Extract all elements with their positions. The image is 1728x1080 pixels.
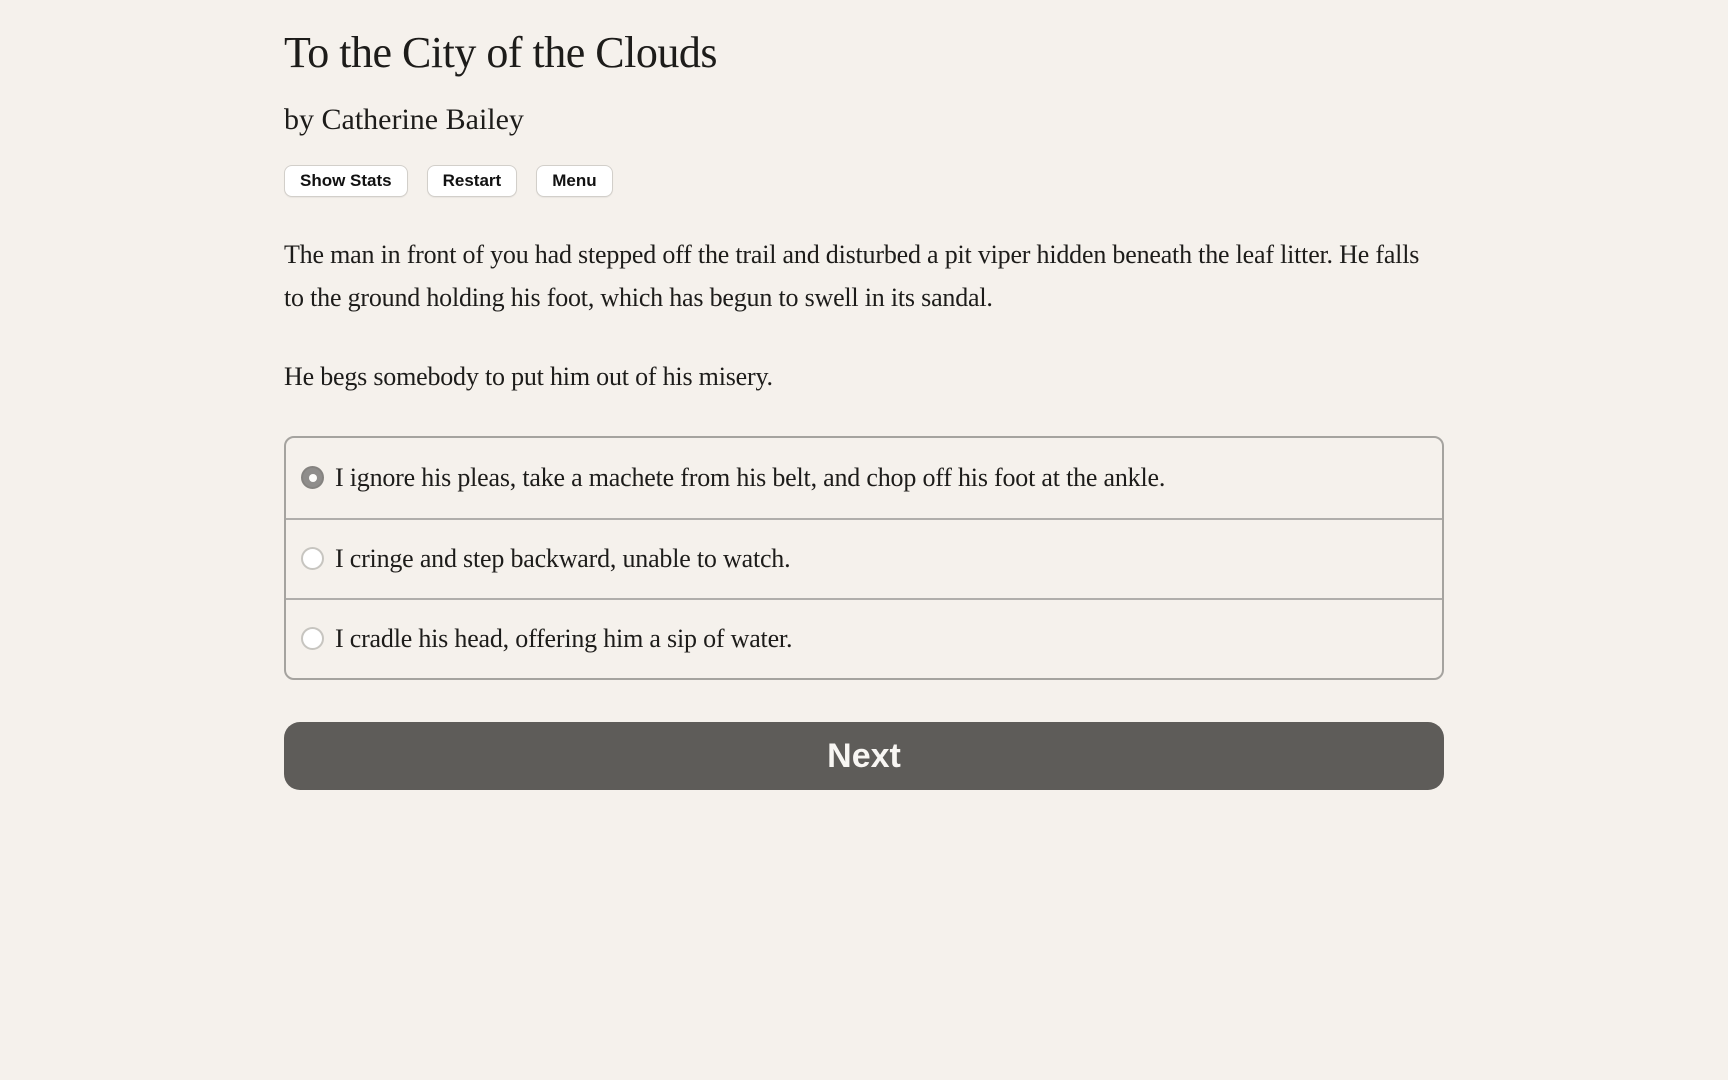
toolbar: [284, 165, 1444, 197]
choice-option-label: I cradle his head, offering him a sip of water.: [335, 623, 793, 653]
choice-group: [284, 436, 1444, 680]
choice-option-3[interactable]: [286, 598, 1442, 678]
restart-button[interactable]: Restart: [427, 165, 518, 197]
choice-option-label: I cringe and step backward, unable to watch.: [335, 543, 791, 573]
author-byline: by Catherine Bailey: [284, 102, 524, 136]
next-button[interactable]: Next: [284, 722, 1444, 790]
choice-option-1[interactable]: [286, 438, 1442, 518]
show-stats-button[interactable]: Show Stats: [284, 165, 408, 197]
menu-button[interactable]: Menu: [536, 165, 612, 197]
choice-option-2[interactable]: [286, 518, 1442, 598]
story-paragraph: He begs somebody to put him out of his misery.: [284, 361, 773, 391]
choice-option-label: I ignore his pleas, take a machete from his belt, and chop off his foot at the ankle.: [335, 462, 1166, 492]
radio-button-selected-icon[interactable]: [301, 466, 324, 489]
story-text: [284, 233, 1444, 398]
page-title: To the City of the Clouds: [284, 28, 717, 77]
radio-button-icon[interactable]: [301, 627, 324, 650]
story-page: [284, 0, 1444, 790]
radio-button-icon[interactable]: [301, 547, 324, 570]
story-paragraph: The man in front of you had stepped off the trail and disturbed a pit viper hidden beneath the leaf litter. He falls to the ground holding his foot, which has begun to swell in its sandal.: [284, 239, 1420, 312]
